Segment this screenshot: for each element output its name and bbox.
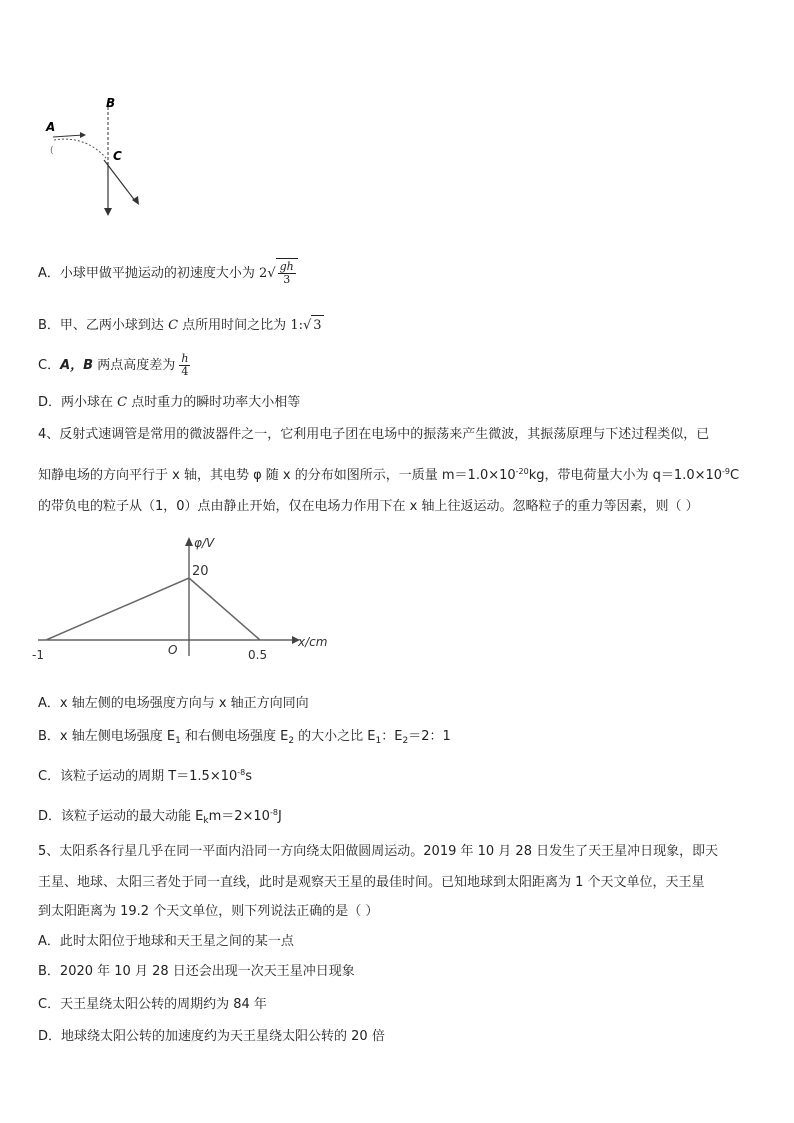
label-a: A	[46, 120, 56, 134]
right-tick-label: 0.5	[248, 648, 268, 662]
left-tick-label: -1	[32, 648, 44, 662]
q5-stem-line2: 王星、地球、太阳三者处于同一直线，此时是观察天王星的最佳时间。已知地球到太阳距离为 1 个天文单位，天王星	[38, 875, 705, 890]
q5-option-d: D．地球绕太阳公转的加速度约为天王星绕太阳公转的 20 倍	[38, 1029, 385, 1044]
q3-option-b: B．甲、乙两小球到达 C 点所用时间之比为 1:√ 3	[38, 315, 324, 336]
q4-option-c: C．该粒子运动的周期 $T=1.5\times 10^{-8}s$	[38, 768, 253, 784]
q5-option-b: B．2020 年 10 月 28 日还会出现一次天王星冲日现象	[38, 964, 355, 979]
q3-option-a: A．小球甲做平抛运动的初速度大小为 2√ $\frac{gh}{3}$	[38, 258, 298, 289]
q4-stem-line3: 的带负电的粒子从（1，0）点由静止开始，仅在电场力作用下在 x 轴上往返运动。忽略粒子的重力等因素，则（ ）	[38, 499, 699, 514]
potential-graph	[30, 528, 370, 668]
sqrt-symbol: √ $\frac{gh}{3}$	[267, 258, 297, 289]
potential-curve	[46, 578, 260, 640]
parabolic-trajectory	[54, 139, 106, 158]
q5-option-c: C．天王星绕太阳公转的周期约为 84 年	[38, 997, 267, 1012]
peak-label: 20	[192, 564, 209, 579]
q4-stem-line1: 4、反射式速调管是常用的微波器件之一，它利用电子团在电场中的振荡来产生微波，其振荡原理与下述过程类似，已	[38, 427, 710, 442]
label-c: C	[113, 149, 122, 163]
q5-stem-line1: 5、太阳系各行星几乎在同一平面内沿同一方向绕太阳做圆周运动。2019 年 10 月 28 日发生了天王星冲日现象，即天	[38, 844, 719, 859]
q4-option-a: A．x 轴左侧的电场强度方向与 x 轴正方向同向	[38, 696, 309, 711]
q5-option-a: A．此时太阳位于地球和天王星之间的某一点	[38, 934, 294, 949]
q3-option-c: C．A，B 两点高度差为 $\frac{h}{4}$	[38, 352, 189, 378]
projectile-diagram	[40, 90, 160, 225]
incline-line	[104, 160, 136, 202]
horizontal-velocity-arrow	[53, 135, 83, 137]
x-axis-label: x/cm	[298, 635, 328, 649]
origin-label: O	[168, 643, 178, 657]
svg-text:(: (	[50, 146, 54, 156]
q4-option-d: D．该粒子运动的最大动能 $E_km=2\times 10^{-8}J$	[38, 808, 282, 826]
q3-option-d: D．两小球在 C 点时重力的瞬时功率大小相等	[38, 395, 301, 410]
label-b: B	[106, 96, 116, 110]
q4-option-b: B．x 轴左侧电场强度 $E_1$ 和右侧电场强度 $E_2$ 的大小之比 $E_1$：$E_2=2$：1	[38, 729, 451, 746]
q5-stem-line3: 到太阳距离为 19.2 个天文单位，则下列说法正确的是（ ）	[38, 904, 379, 919]
y-axis-label: φ/V	[194, 536, 215, 550]
q4-stem-line2: 知静电场的方向平行于 x 轴，其电势 φ 随 x 的分布如图所示，一质量 $m=1.0\times 10^{-20}kg$，带电荷量大小为 $q=1.0\times 10^{-9}C$	[38, 467, 740, 483]
